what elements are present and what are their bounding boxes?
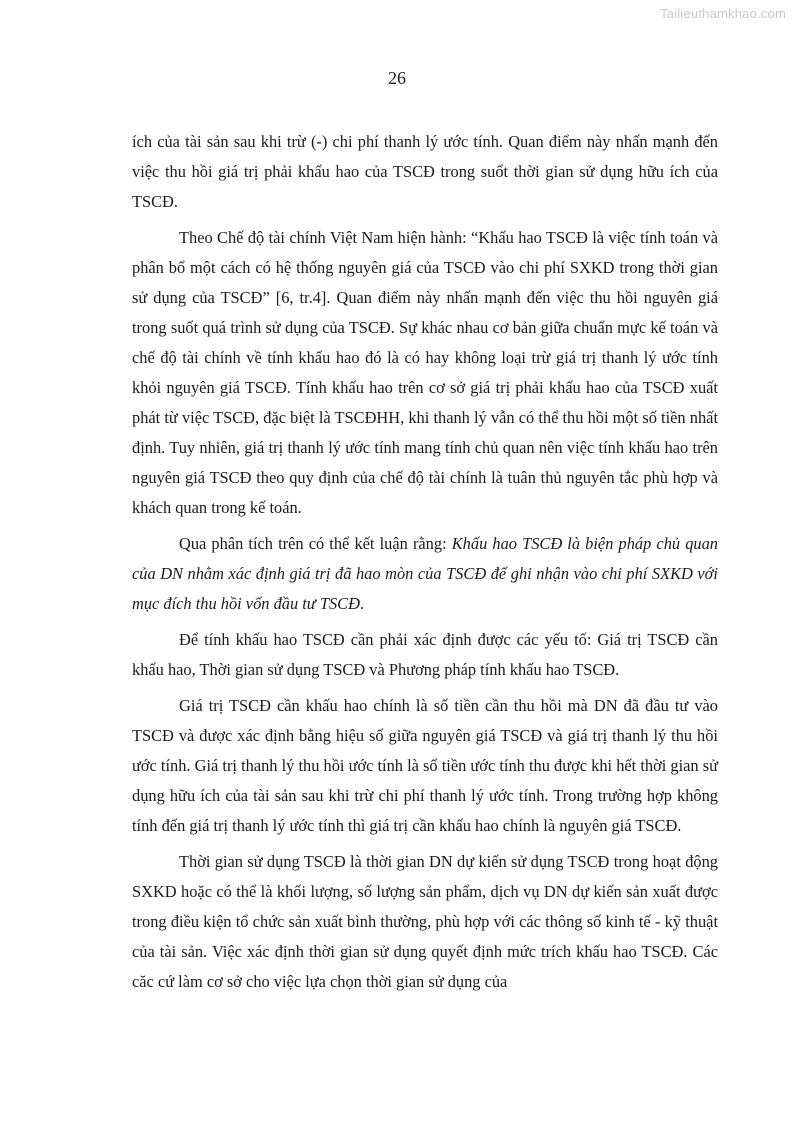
conclusion-definition: Khấu hao TSCĐ là biện pháp chủ quan của DN nhằm xác định giá trị đã hao mòn của TSCĐ để ghi nhận vào chi phí SXKD với mục đích thu hồi vốn đầu tư TSCĐ: [132, 534, 718, 613]
watermark-text: Tailieuthamkhao.com: [660, 6, 786, 21]
paragraph-continuation: ích của tài sản sau khi trừ (-) chi phí thanh lý ước tính. Quan điểm này nhấn mạnh đến việc thu hồi giá trị phải khấu hao của TSCĐ trong suốt thời gian sử dụng hữu ích của TSCĐ.: [132, 132, 718, 211]
paragraph-depreciable-value: Giá trị TSCĐ cần khấu hao chính là số tiền cần thu hồi mà DN đã đầu tư vào TSCĐ và được xác định bằng hiệu số giữa nguyên giá TSCĐ và giá trị thanh lý thu hồi ước tính. Giá trị thanh lý thu hồi ước tính là số tiền ước tính thu được khi hết thời gian sử dụng hữu ích của tài sản sau khi trừ chi phí thanh lý ước tính. Trong trường hợp không tính đến giá trị thanh lý ước tính thì giá trị cần khấu hao chính là nguyên giá TSCĐ.: [132, 696, 718, 835]
paragraph-useful-life: Thời gian sử dụng TSCĐ là thời gian DN dự kiến sử dụng TSCĐ trong hoạt động SXKD hoặc có thể là khối lượng, số lượng sản phẩm, dịch vụ DN dự kiến sản xuất được trong điều kiện tổ chức sản xuất bình thường, phù hợp với các thông số kinh tế - kỹ thuật của tài sản. Việc xác định thời gian sử dụng quyết định mức trích khấu hao TSCĐ. Các căc cứ làm cơ sở cho việc lựa chọn thời gian sử dụng của: [132, 852, 718, 991]
paragraph-financial-regime: Theo Chế độ tài chính Việt Nam hiện hành: “Khấu hao TSCĐ là việc tính toán và phân bổ một cách có hệ thống nguyên giá của TSCĐ vào chi phí SXKD trong thời gian sử dụng của TSCĐ” [6, tr.4]. Quan điểm này nhấn mạnh đến việc thu hồi nguyên giá trong suốt quá trình sử dụng của TSCĐ. Sự khác nhau cơ bản giữa chuẩn mực kế toán và chế độ tài chính về tính khấu hao đó là có hay không loại trừ giá trị thanh lý ước tính khỏi nguyên giá TSCĐ. Tính khấu hao trên cơ sở giá trị phải khấu hao của TSCĐ xuất phát từ việc TSCĐ, đặc biệt là TSCĐHH, khi thanh lý vẫn có thể thu hồi một số tiền nhất định. Tuy nhiên, giá trị thanh lý ước tính mang tính chủ quan nên việc tính khấu hao trên nguyên giá TSCĐ theo quy định của chế độ tài chính là tuân thủ nguyên tắc phù hợp và khách quan trong kế toán.: [132, 228, 718, 517]
paragraph-conclusion: [132, 529, 718, 619]
conclusion-lead: Qua phân tích trên có thể kết luận rằng:: [179, 534, 452, 553]
page-number: 26: [388, 68, 406, 88]
document-body: [132, 127, 718, 997]
conclusion-period: .: [359, 594, 365, 613]
paragraph-factors: Để tính khấu hao TSCĐ cần phải xác định được các yếu tố: Giá trị TSCĐ cần khấu hao, Thời gian sử dụng TSCĐ và Phương pháp tính khấu hao TSCĐ.: [132, 630, 718, 679]
